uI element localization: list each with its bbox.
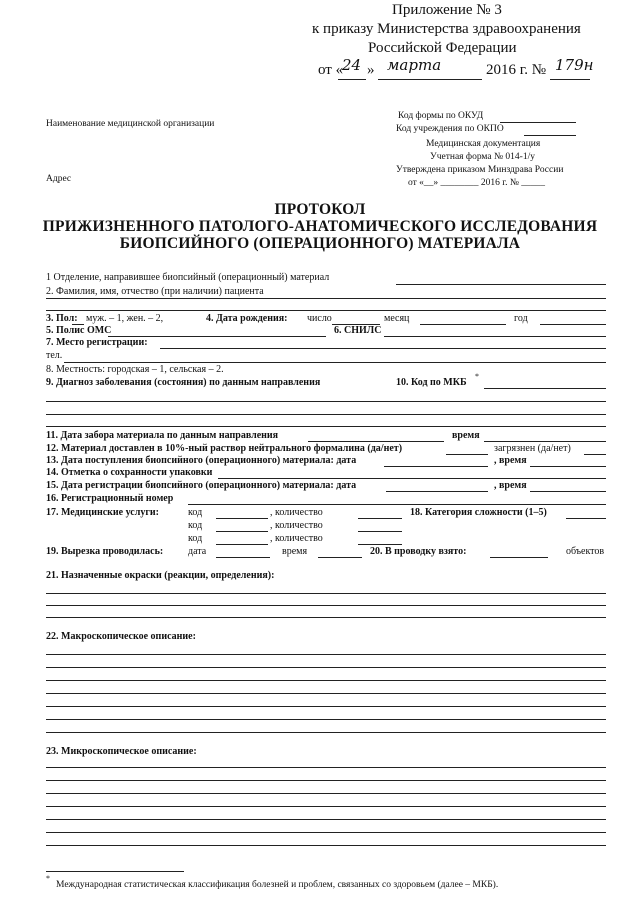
field-19-time-label: время [282, 546, 308, 557]
field-12-dirty-label: загрязнен (да/нет) [494, 443, 571, 454]
field-23-line-3[interactable] [46, 793, 606, 794]
field-22-line-6[interactable] [46, 719, 606, 720]
field-9-line-1[interactable] [46, 401, 606, 402]
service-3-qty-line[interactable] [358, 544, 402, 545]
footnote-text: Международная статистическая классификация болезней и проблем, связанных со здоровьем (далее – МКБ). [56, 880, 499, 890]
field-4-label: 4. Дата рождения: [206, 313, 288, 324]
field-16-label: 16. Регистрационный номер [46, 493, 174, 504]
field-21-label: 21. Назначенные окраски (реакции, определения): [46, 570, 275, 581]
field-9-label: 9. Диагноз заболевания (состояния) по данным направления [46, 377, 321, 388]
field-22-line-4[interactable] [46, 693, 606, 694]
field-10-line[interactable] [484, 388, 606, 389]
field-12-label: 12. Материал доставлен в 10%-ный раствор нейтрального формалина (да/нет) [46, 443, 403, 454]
service-1-code-line[interactable] [216, 518, 268, 519]
org-name-label: Наименование медицинской организации [46, 119, 215, 129]
appendix-day-close: » [367, 62, 375, 78]
field-20-line[interactable] [490, 557, 548, 558]
field-2-line[interactable] [46, 298, 606, 299]
field-4-day-label: число [307, 313, 332, 324]
field-14-label: 14. Отметка о сохранности упаковки [46, 467, 213, 478]
footnote-divider [46, 871, 184, 872]
field-18-label: 18. Категория сложности (1–5) [410, 507, 547, 518]
service-2-code-line[interactable] [216, 531, 268, 532]
field-21-line-1[interactable] [46, 593, 606, 594]
address-label: Адрес [46, 174, 72, 184]
field-11-time-label: время [452, 430, 480, 441]
field-15-label: 15. Дата регистрации биопсийного (операционного) материала: дата [46, 480, 357, 491]
field-15-time-label: , время [494, 480, 527, 491]
field-5-label: 5. Полис ОМС [46, 325, 112, 336]
appendix-month: марта [387, 56, 442, 74]
form-number: Учетная форма № 014-1/у [430, 152, 535, 162]
okpo-label: Код учреждения по ОКПО [396, 124, 504, 134]
field-16-line[interactable] [188, 504, 606, 505]
field-13-date-line[interactable] [384, 466, 488, 467]
field-2-label: 2. Фамилия, имя, отчество (при наличии) пациента [46, 286, 264, 297]
field-4-month-label: месяц [384, 313, 410, 324]
service-2-qty-label: , количество [270, 520, 323, 531]
field-15-time-line[interactable] [530, 491, 606, 492]
field-13-label: 13. Дата поступления биопсийного (операционного) материала: дата [46, 455, 357, 466]
field-9-line-3[interactable] [46, 426, 606, 427]
field-21-line-3[interactable] [46, 617, 606, 618]
field-7-tel-line[interactable] [64, 362, 606, 363]
appendix-from: от « [318, 62, 344, 78]
service-1-qty-label: , количество [270, 507, 323, 518]
field-14-line[interactable] [218, 478, 606, 479]
field-11-label: 11. Дата забора материала по данным направления [46, 430, 279, 441]
appendix-line3: Российской Федерации [368, 40, 517, 56]
field-1-label: 1 Отделение, направившее биопсийный (операционный) материал [46, 272, 330, 283]
field-22-line-2[interactable] [46, 667, 606, 668]
field-11-time-line[interactable] [484, 441, 606, 442]
field-12-line[interactable] [446, 454, 488, 455]
field-19-time-line[interactable] [318, 557, 362, 558]
appendix-year-no: 2016 г. № [486, 62, 547, 78]
service-3-qty-label: , количество [270, 533, 323, 544]
field-23-line-5[interactable] [46, 819, 606, 820]
field-23-line-1[interactable] [46, 767, 606, 768]
field-9-line-2[interactable] [46, 414, 606, 415]
appendix-day: 24 [342, 56, 362, 74]
field-23-line-7[interactable] [46, 845, 606, 846]
field-4-year-line[interactable] [540, 324, 606, 325]
service-3-code-line[interactable] [216, 544, 268, 545]
field-19-label: 19. Вырезка проводилась: [46, 546, 164, 557]
field-22-line-5[interactable] [46, 706, 606, 707]
field-10-footnote-mark: * [475, 372, 479, 381]
field-22-line-3[interactable] [46, 680, 606, 681]
field-19-date-line[interactable] [216, 557, 270, 558]
doc-title-line3: БИОПСИЙНОГО (ОПЕРАЦИОННОГО) МАТЕРИАЛА [119, 235, 521, 252]
appendix-line2: к приказу Министерства здравоохранения [312, 21, 581, 37]
field-13-time-line[interactable] [530, 466, 606, 467]
field-20-objects-label: объектов [566, 546, 605, 557]
service-3-code-label: код [188, 533, 203, 544]
field-17-label: 17. Медицинские услуги: [46, 507, 159, 518]
service-1-code-label: код [188, 507, 203, 518]
field-23-line-6[interactable] [46, 832, 606, 833]
field-13-time-label: , время [494, 455, 527, 466]
field-22-line-7[interactable] [46, 732, 606, 733]
field-22-label: 22. Макроскопическое описание: [46, 631, 196, 642]
field-7-line[interactable] [160, 348, 606, 349]
service-2-qty-line[interactable] [358, 531, 402, 532]
field-8-label: 8. Местность: городская – 1, сельская – 2. [46, 364, 224, 375]
field-10-label: 10. Код по МКБ [396, 377, 467, 388]
field-4-year-label: год [514, 313, 528, 324]
service-2-code-label: код [188, 520, 203, 531]
field-22-line-1[interactable] [46, 654, 606, 655]
appendix-line1: Приложение № 3 [392, 2, 502, 18]
med-doc-label: Медицинская документация [426, 139, 541, 149]
field-23-label: 23. Микроскопическое описание: [46, 746, 197, 757]
footnote-mark: * [46, 874, 50, 883]
approved-date: от «__» ________ 2016 г. № _____ [408, 178, 546, 188]
doc-title-line1: ПРОТОКОЛ [274, 201, 366, 218]
field-18-line[interactable] [566, 518, 606, 519]
field-12-dirty-line[interactable] [584, 454, 606, 455]
service-1-qty-line[interactable] [358, 518, 402, 519]
field-6-line[interactable] [384, 336, 606, 337]
field-23-line-4[interactable] [46, 806, 606, 807]
field-20-label: 20. В проводку взято: [370, 546, 467, 557]
field-15-date-line[interactable] [386, 491, 488, 492]
okud-label: Код формы по ОКУД [398, 111, 484, 121]
field-19-date-label: дата [188, 546, 207, 557]
appendix-number: 179н [555, 56, 594, 74]
doc-title-line2: ПРИЖИЗНЕННОГО ПАТОЛОГО-АНАТОМИЧЕСКОГО ИССЛЕДОВАНИЯ [42, 218, 598, 235]
field-23-line-2[interactable] [46, 780, 606, 781]
field-6-label: 6. СНИЛС [334, 325, 382, 336]
field-7-tel-label: тел. [46, 350, 63, 361]
field-11-date-line[interactable] [308, 441, 444, 442]
field-3-options: муж. – 1, жен. – 2, [86, 313, 164, 324]
field-21-line-2[interactable] [46, 605, 606, 606]
field-4-month-line[interactable] [420, 324, 506, 325]
field-1-line[interactable] [396, 284, 606, 285]
field-7-label: 7. Место регистрации: [46, 337, 148, 348]
approved-label: Утверждена приказом Минздрава России [396, 165, 564, 175]
field-3-label: 3. Пол: [46, 313, 78, 324]
